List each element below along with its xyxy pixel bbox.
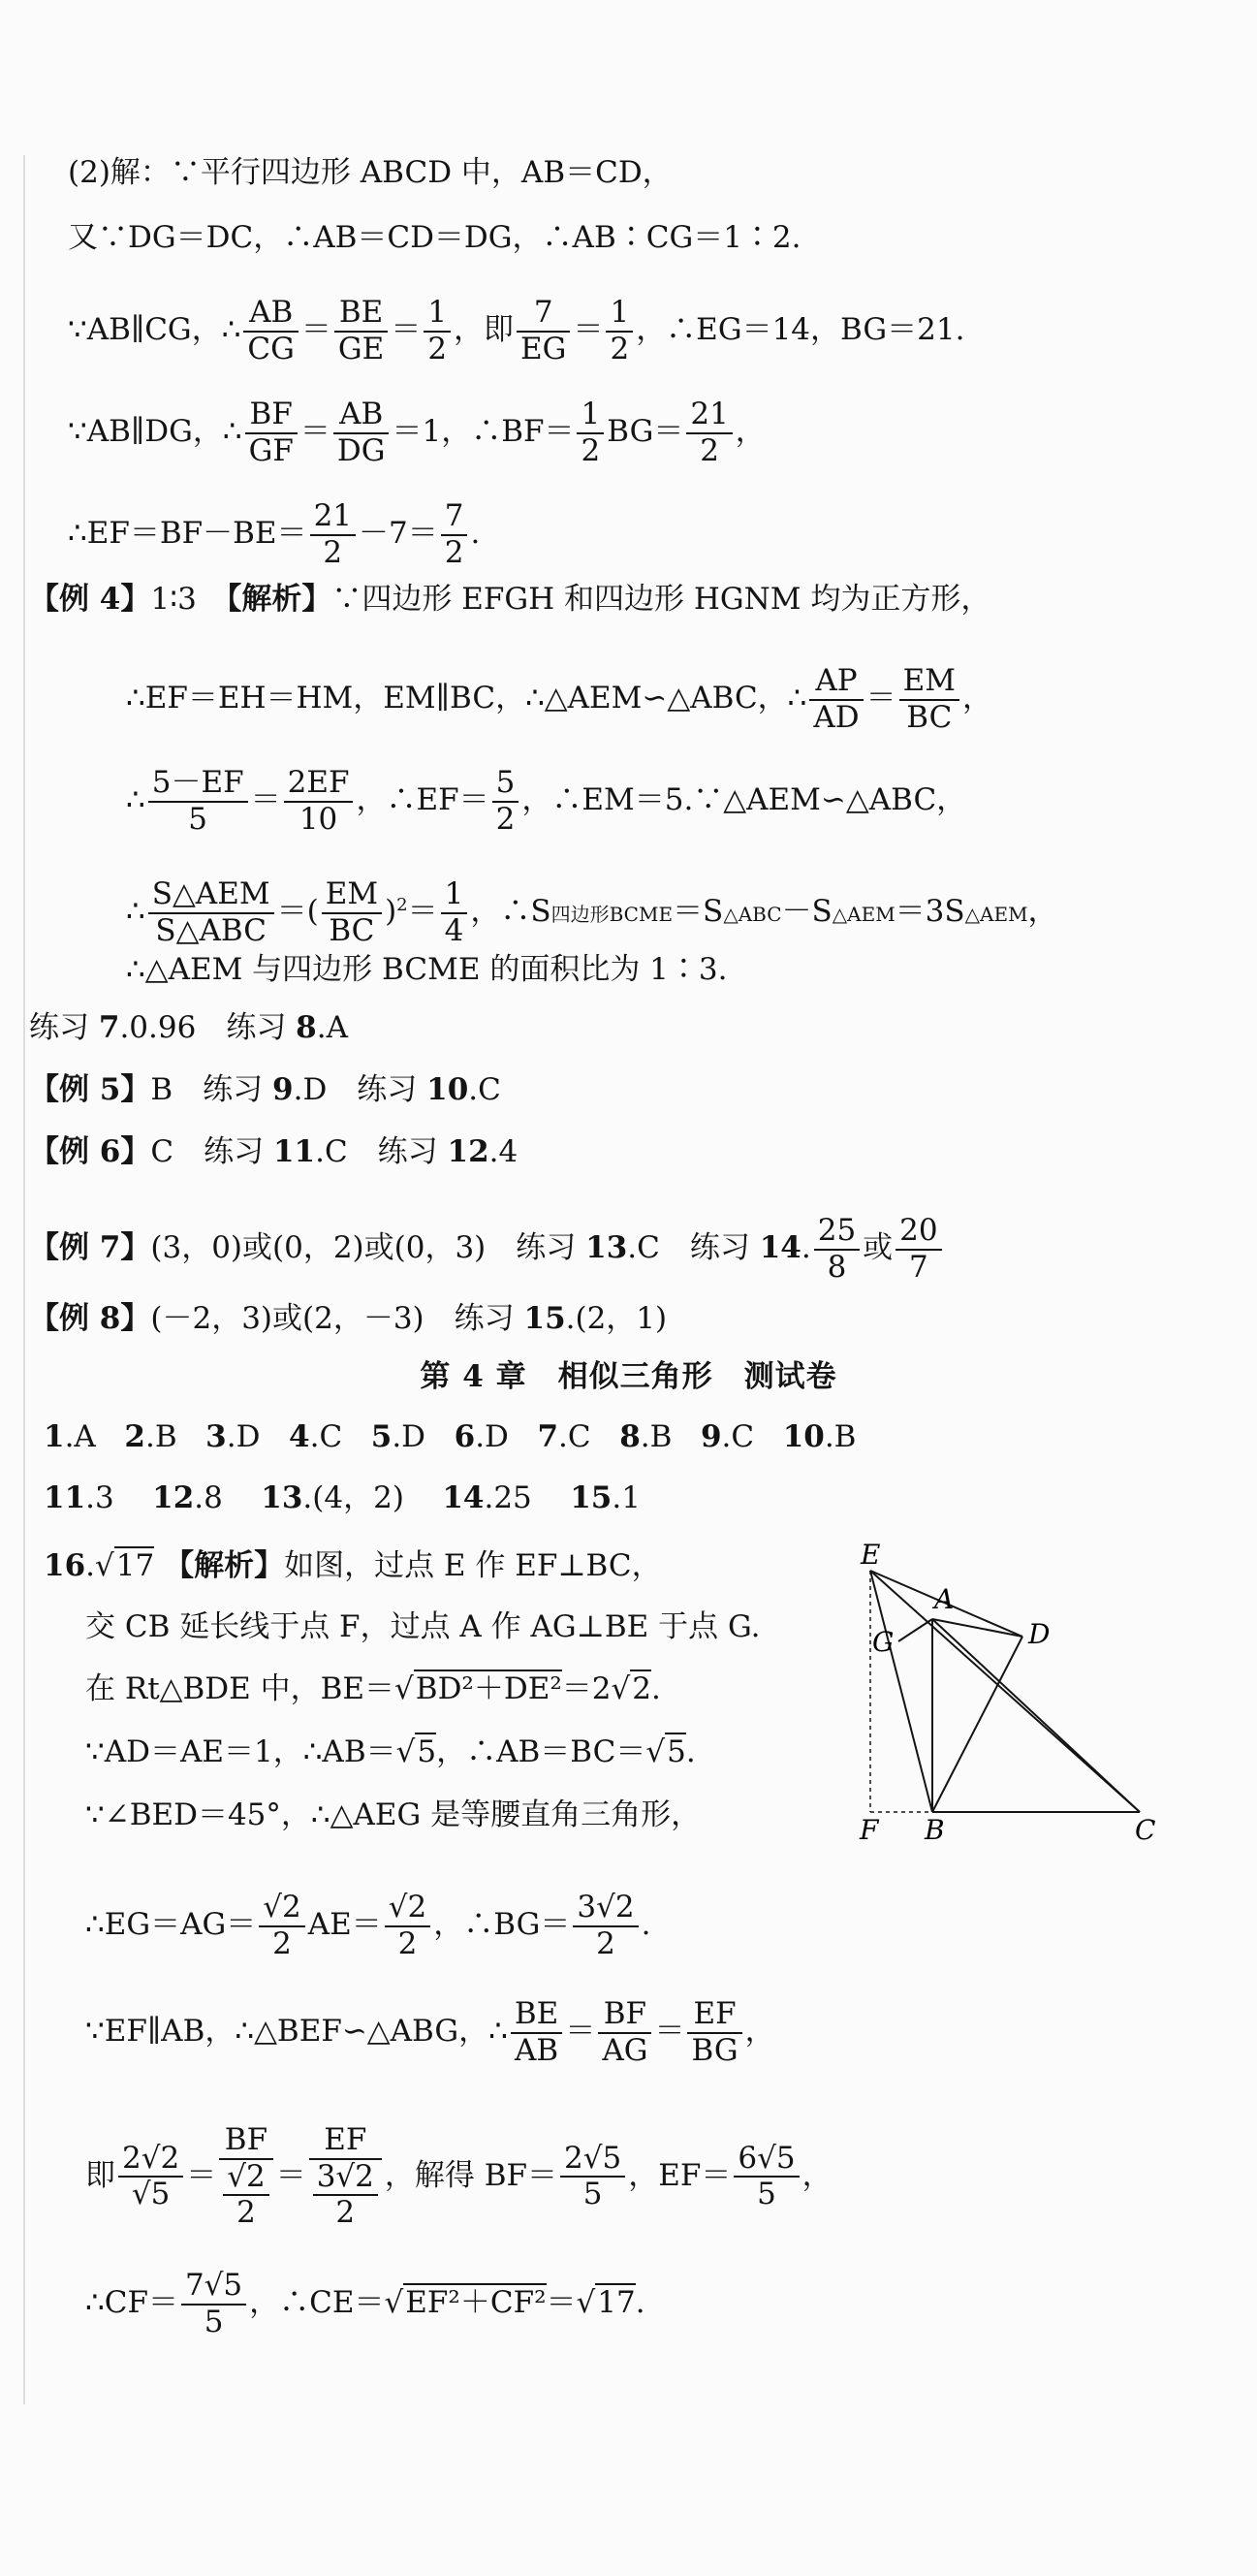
fraction: $\frac{BF}{GF}$ [245, 398, 298, 468]
fraction: $\frac{1}{2}$ [606, 296, 633, 366]
fraction: $\frac{21}{2}$ [686, 398, 732, 468]
example4-line1: 【例 4】1∶3 【解析】∵四边形 EFGH 和四边形 HGNM 均为正方形， [29, 582, 991, 617]
q16-line2: 交 CB 延长线于点 F，过点 A 作 AG⊥BE 于点 G. [85, 1609, 761, 1644]
fraction: $\frac{EM}{BC}$ [899, 664, 959, 735]
label-F: F [860, 1814, 879, 1846]
fraction: $\frac{BE}{GE}$ [334, 296, 388, 366]
label-D: D [1028, 1618, 1051, 1650]
part2-line4: ∵AB∥DG，∴ $\frac{BF}{GF}$ ＝ $\frac{AB}{DG}$ ＝1，∴BF＝ $\frac{1}{2}$ BG＝ $\frac{21}{2}$ ， [68, 397, 766, 468]
fraction: $\frac{√2}{2}$ [385, 1891, 430, 1961]
part2-line3: ∵AB∥CG，∴ $\frac{AB}{CG}$ ＝ $\frac{BE}{GE}$ ＝ $\frac{1}{2}$ ，即 $\frac{7}{EG}$ ＝ $\frac{1}{2}$ ，∴EG＝14，BG＝21. [68, 295, 965, 366]
label-E: E [861, 1539, 881, 1571]
geometry-figure [833, 1537, 1163, 1876]
fraction: $\frac{1}{4}$ [441, 877, 468, 948]
segment-EC [870, 1571, 1140, 1812]
answer-item: 9.C [700, 1419, 755, 1454]
q16-line1: 16.√17 【解析】如图，过点 E 作 EF⊥BC， [44, 1548, 662, 1583]
label-A: A [934, 1583, 955, 1615]
answer-item: 12.8 [152, 1480, 223, 1515]
fraction: $\frac{5-EF}{5}$ [148, 766, 248, 837]
fraction: $\frac{√2}{2}$ [259, 1891, 304, 1961]
part2-line1: (2)解：∵平行四边形 ABCD 中，AB＝CD， [68, 155, 673, 190]
answers-row5: 【例 8】(－2，3)或(2，－3) 练习 15.(2，1) [29, 1301, 668, 1336]
example4-line5: ∴△AEM 与四边形 BCME 的面积比为 1∶3. [126, 952, 728, 987]
example4-line4: ∴ $\frac{\text{S△AEM}}{\text{S△ABC}}$ ＝( $\frac{EM}{BC}$ )$^2$＝ $\frac{1}{4}$ ，∴S四边形BCME＝S△ABC－S△AEM＝3S△AEM， [126, 876, 1058, 948]
answers-row4: 【例 7】(3，0)或(0，2)或(0，3) 练习 13.C 练习 14. $\frac{25}{8}$ 或 $\frac{20}{7}$ [29, 1214, 945, 1285]
label-C: C [1135, 1814, 1156, 1846]
fraction: $\frac{\text{S△AEM}}{\text{S△ABC}}$ [148, 877, 274, 948]
fraction: $\frac{1}{2}$ [577, 398, 604, 468]
answer-item: 4.C [289, 1419, 343, 1454]
q16-line3: 在 Rt△BDE 中，BE＝√BD²＋DE²＝2√2. [85, 1671, 661, 1706]
answer-item: 5.D [370, 1419, 426, 1454]
answer-item: 3.D [205, 1419, 261, 1454]
q16-line5: ∵∠BED＝45°，∴△AEG 是等腰直角三角形， [85, 1797, 702, 1832]
segment-AD [932, 1619, 1022, 1637]
q16-line4: ∵AD＝AE＝1，∴AB＝√5，∴AB＝BC＝√5. [85, 1734, 696, 1769]
answer-item: 8.B [619, 1419, 673, 1454]
fraction: $\frac{BE}{AB}$ [511, 1997, 562, 2068]
fraction: $\frac{6√5}{5}$ [734, 2142, 799, 2212]
fraction: $\frac{7}{2}$ [441, 499, 468, 570]
fraction: $\frac{BF}{AG}$ [598, 1997, 651, 2068]
answer-item: 11.3 [44, 1480, 114, 1515]
answer-item: 10.B [782, 1419, 857, 1454]
part2-line2: 又∵DG＝DC，∴AB＝CD＝DG，∴AB∶CG＝1∶2. [68, 220, 801, 255]
segment-BD [932, 1637, 1022, 1812]
example4-line3: ∴ $\frac{5-EF}{5}$ ＝ $\frac{2EF}{10}$ ，∴EF＝ $\frac{5}{2}$ ，∴EM＝5.∵△AEM∽△ABC， [126, 765, 967, 837]
compound-fraction: $\frac{BF}{\frac{√2}{2}}$ [219, 2123, 272, 2231]
answer-item: 7.C [537, 1419, 591, 1454]
compound-fraction: $\frac{EF}{\frac{3√2}{2}}$ [309, 2123, 382, 2231]
fraction: $\frac{3√2}{2}$ [573, 1891, 638, 1961]
label-G: G [872, 1626, 895, 1658]
segment-EB [870, 1571, 932, 1812]
fraction: $\frac{EM}{BC}$ [322, 877, 382, 948]
fraction: $\frac{AB}{DG}$ [333, 398, 390, 468]
fraction: $\frac{7√5}{5}$ [181, 2269, 246, 2339]
fraction: $\frac{2√2}{√5}$ [118, 2142, 183, 2212]
fraction: $\frac{1}{2}$ [424, 296, 451, 366]
answer-item: 2.B [124, 1419, 177, 1454]
label-B: B [925, 1814, 945, 1846]
fraction: $\frac{25}{8}$ [814, 1214, 860, 1285]
answer-item: 1.A [44, 1419, 96, 1454]
fraction: $\frac{20}{7}$ [896, 1214, 941, 1285]
answers-row3: 【例 6】C 练习 11.C 练习 12.4 [29, 1134, 519, 1169]
answers-row1: 练习 7.0.96 练习 8.A [29, 1010, 348, 1045]
answer-item: 6.D [454, 1419, 509, 1454]
answers-row2: 【例 5】B 练习 9.D 练习 10.C [29, 1072, 501, 1107]
part2-line5: ∴EF＝BF－BE＝ $\frac{21}{2}$ －7＝ $\frac{7}{2}$ . [68, 498, 481, 570]
chapter-answers-row1 [44, 1417, 856, 1456]
chapter-title: 第 4 章 相似三角形 测试卷 [420, 1359, 837, 1394]
fraction: $\frac{EF}{BG}$ [687, 1997, 741, 2068]
answer-item: 14.25 [442, 1480, 532, 1515]
fraction: $\frac{2√5}{5}$ [560, 2142, 625, 2212]
q16-line8: 即 $\frac{2√2}{√5}$ ＝ $\frac{BF}{\frac{√2}{2}}$ ＝ $\frac{EF}{\frac{3√2}{2}}$ ，解得 BF＝ $\frac{2√5}{5}$ ，EF＝ $\frac{6√5}{5}$ ， [85, 2122, 833, 2231]
q16-line6: ∴EG＝AG＝ $\frac{√2}{2}$ AE＝ $\frac{√2}{2}$ ，∴BG＝ $\frac{3√2}{2}$ . [85, 1890, 651, 1961]
fraction: $\frac{7}{EG}$ [517, 296, 570, 366]
answer-item: 13.(4，2) [261, 1480, 404, 1515]
fraction: $\frac{2EF}{10}$ [284, 766, 354, 837]
fraction: $\frac{5}{2}$ [492, 766, 519, 837]
q16-line9: ∴CF＝ $\frac{7√5}{5}$ ，∴CE＝√EF²＋CF²＝√17. [85, 2268, 645, 2339]
margin-line [23, 155, 25, 2404]
fraction: $\frac{AB}{CG}$ [243, 296, 298, 366]
chapter-answers-row2 [44, 1479, 641, 1517]
fraction: $\frac{21}{2}$ [310, 499, 356, 570]
segment-GA [898, 1619, 932, 1641]
example4-line2: ∴EF＝EH＝HM，EM∥BC，∴△AEM∽△ABC，∴ $\frac{AP}{AD}$ ＝ $\frac{EM}{BC}$ ， [126, 663, 993, 735]
answer-item: 15.1 [570, 1480, 641, 1515]
fraction: $\frac{AP}{AD}$ [809, 664, 863, 735]
q16-line7: ∵EF∥AB，∴△BEF∽△ABG，∴ $\frac{BE}{AB}$ ＝ $\frac{BF}{AG}$ ＝ $\frac{EF}{BG}$ ， [85, 1996, 775, 2068]
